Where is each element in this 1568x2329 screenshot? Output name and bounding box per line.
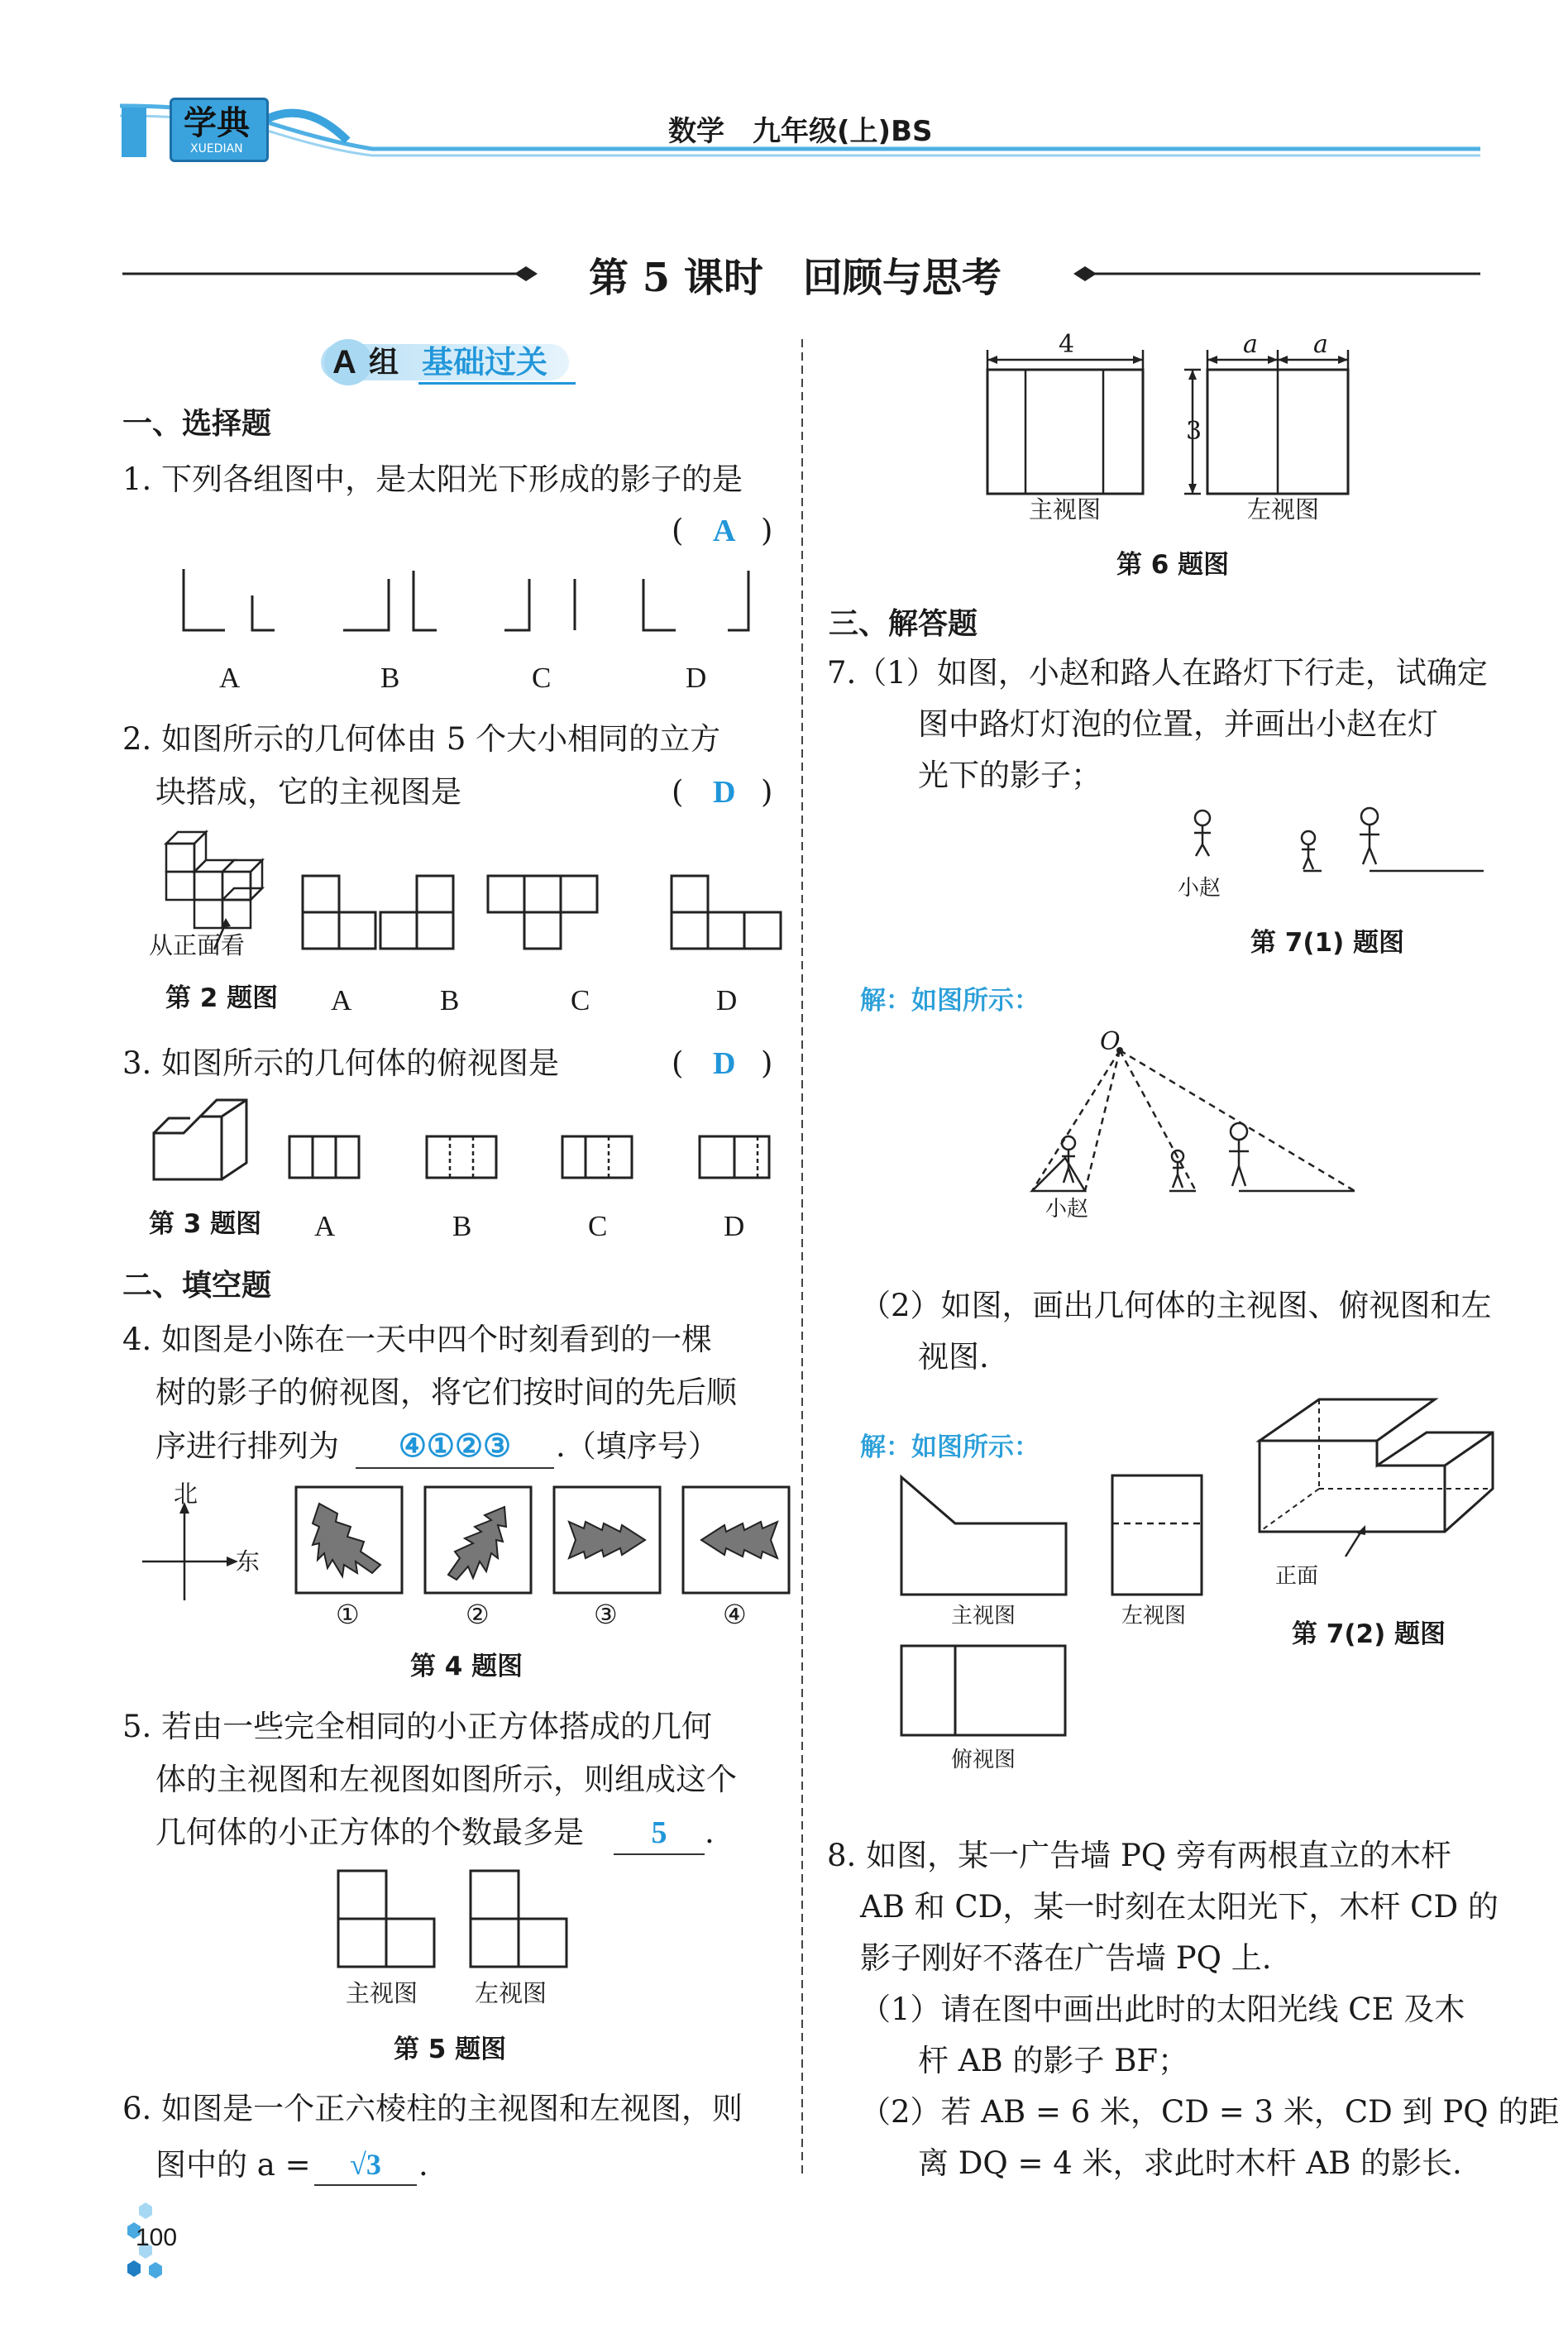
q1-option-d: D [686,662,707,694]
q6-dim-a1: a [1243,330,1258,359]
q4-line2: 树的影子的俯视图，将它们按时间的先后顺 [155,1375,737,1410]
q6-line2-post: . [418,2147,428,2183]
q7-solution-2: 解：如图所示： [860,1432,1040,1462]
q5-front-view-label: 主视图 [346,1979,418,2007]
q7-top-view-label: 俯视图 [951,1748,1016,1772]
q2-line2: 块搭成，它的主视图是 [155,774,461,810]
q4-north: 北 [174,1480,198,1508]
q2-option-c: C [571,984,590,1016]
q7-people-figure [1174,806,1489,897]
q4-tree-shadows [294,1485,807,1601]
q4-line3-post: .（填序号） [556,1428,719,1464]
q3-answer: D [713,1046,736,1081]
q6-dim-a2: a [1313,330,1328,359]
q3-option-a: A [314,1210,336,1242]
q5-line1: 5. 若由一些完全相同的小正方体搭成的几何 [122,1709,713,1744]
q8-line1: 8. 如图，某一广告墙 PQ 旁有两根直立的木杆 [827,1838,1451,1873]
q6-dim-3: 3 [1186,417,1202,446]
q3-figures [151,1093,796,1193]
q2-option-d: D [716,984,738,1016]
q4-num-2: ② [466,1599,490,1630]
q4-answer: ④①②③ [356,1427,554,1469]
q5-line3-post: . [705,1815,715,1850]
q7-front-note: 正面 [1275,1564,1319,1589]
q5-left-view-label: 左视图 [475,1979,547,2007]
q5-line3-pre: 几何体的小正方体的个数最多是 [155,1815,584,1850]
q1-paren-left: ( [672,513,684,548]
q2-answer: D [713,775,736,810]
group-badge [321,339,579,385]
q2-line1: 2. 如图所示的几何体由 5 个大小相同的立方 [122,721,721,757]
q1-option-a: A [219,662,241,694]
q6-left-view-label: 左视图 [1247,495,1320,524]
q8-line3: 影子刚好不落在广告墙 PQ 上. [860,1940,1272,1976]
q7-p1-line1: 7.（1）如图，小赵和路人在路灯下行走，试确定 [827,655,1488,691]
q7-left-view-label: 左视图 [1121,1604,1187,1628]
logo [170,98,269,162]
q3-option-c: C [588,1210,608,1242]
q7-p2-line1: （2）如图，画出几何体的主视图、俯视图和左 [860,1288,1492,1323]
q4-num-1: ① [336,1599,360,1630]
q2-front-note: 从正面看 [149,931,246,959]
lesson-title: 第 5 课时 回顾与思考 [589,255,1002,301]
q8-sub1-line2: 杆 AB 的影子 BF； [918,2043,1189,2078]
q3-paren-left: ( [672,1045,684,1081]
section-answer: 三、解答题 [829,607,978,641]
q4-caption: 第 4 题图 [410,1652,523,1681]
q4-line3-pre: 序进行排列为 [155,1428,339,1464]
section-choice: 一、选择题 [122,407,272,441]
badge-letter: A [332,344,356,380]
q5-views [335,1868,583,1971]
q7-front-view-label: 主视图 [951,1604,1016,1628]
q6-line2-pre: 图中的 a = [155,2147,311,2183]
q4-line1: 4. 如图是小陈在一天中四个时刻看到的一棵 [122,1322,713,1357]
q7-solution-figure [1016,1026,1363,1208]
q3-option-d: D [724,1210,745,1242]
q7-p1-line2: 图中路灯灯泡的位置，并画出小赵在灯 [918,706,1438,742]
q7-solution-1: 解：如图所示： [860,986,1040,1016]
q4-num-4: ④ [723,1599,747,1630]
q8-sub2-line1: （2）若 AB = 6 米，CD = 3 米，CD 到 PQ 的距 [860,2094,1560,2130]
q3-option-b: B [452,1210,472,1242]
q6-line1: 6. 如图是一个正六棱柱的主视图和左视图，则 [122,2091,743,2126]
q4-num-3: ③ [594,1599,618,1630]
q1-text: 1. 下列各组图中，是太阳光下形成的影子的是 [122,461,743,497]
q2-view-options [299,873,796,964]
q6-answer: √3 [314,2145,417,2186]
q2-paren-left: ( [672,774,684,810]
q6-front-view-label: 主视图 [1029,495,1102,524]
q7-three-views [897,1472,1245,1737]
q7-xiaozhao-label: 小赵 [1178,876,1221,901]
q7-caption-1: 第 7(1) 题图 [1250,928,1405,958]
q2-caption: 第 2 题图 [165,983,279,1013]
page-number: 100 [136,2224,178,2251]
q7-caption-2: 第 7(2) 题图 [1292,1619,1446,1649]
logo-text: 学典 [184,103,250,142]
q1-answer: A [713,514,736,548]
q2-option-a: A [331,984,352,1016]
q7-p1-line3: 光下的影子； [918,758,1102,793]
q2-paren-right: ) [761,774,773,810]
q7-solution-xiaozhao: 小赵 [1045,1197,1089,1222]
q2-cube-figure [161,825,294,941]
badge-zu: 组 [369,346,399,380]
q4-east: 东 [236,1547,261,1576]
q7-p2-line2: 视图. [918,1339,989,1375]
q5-caption: 第 5 题图 [394,2035,507,2064]
q8-sub1-line1: （1）请在图中画出此时的太阳光线 CE 及木 [860,1992,1465,2027]
q3-text: 3. 如图所示的几何体的俯视图是 [122,1045,560,1081]
q1-shadow-figures [165,562,827,653]
badge-title: 基础过关 [422,344,548,380]
header-subject: 数学 九年级(上)BS [668,115,933,148]
q1-option-c: C [532,662,552,694]
q8-line2: AB 和 CD，某一时刻在太阳光下，木杆 CD 的 [860,1889,1499,1925]
q6-caption: 第 6 题图 [1116,550,1230,580]
q3-paren-right: ) [761,1045,773,1081]
section-fill: 二、填空题 [122,1269,272,1303]
q2-option-b: B [440,984,460,1016]
q8-sub2-line2: 离 DQ = 4 米，求此时木杆 AB 的影长. [918,2145,1462,2181]
logo-subtext: XUEDIAN [190,142,243,155]
q7-point-o: O [1100,1027,1121,1056]
q6-dim-4: 4 [1059,330,1075,359]
q1-option-b: B [380,662,400,694]
q7-solid-figure [1253,1391,1518,1581]
q3-caption: 第 3 题图 [149,1209,262,1239]
q1-paren-right: ) [761,513,773,548]
q5-line2: 体的主视图和左视图如图所示，则组成这个 [155,1762,737,1797]
q5-answer: 5 [614,1813,705,1855]
